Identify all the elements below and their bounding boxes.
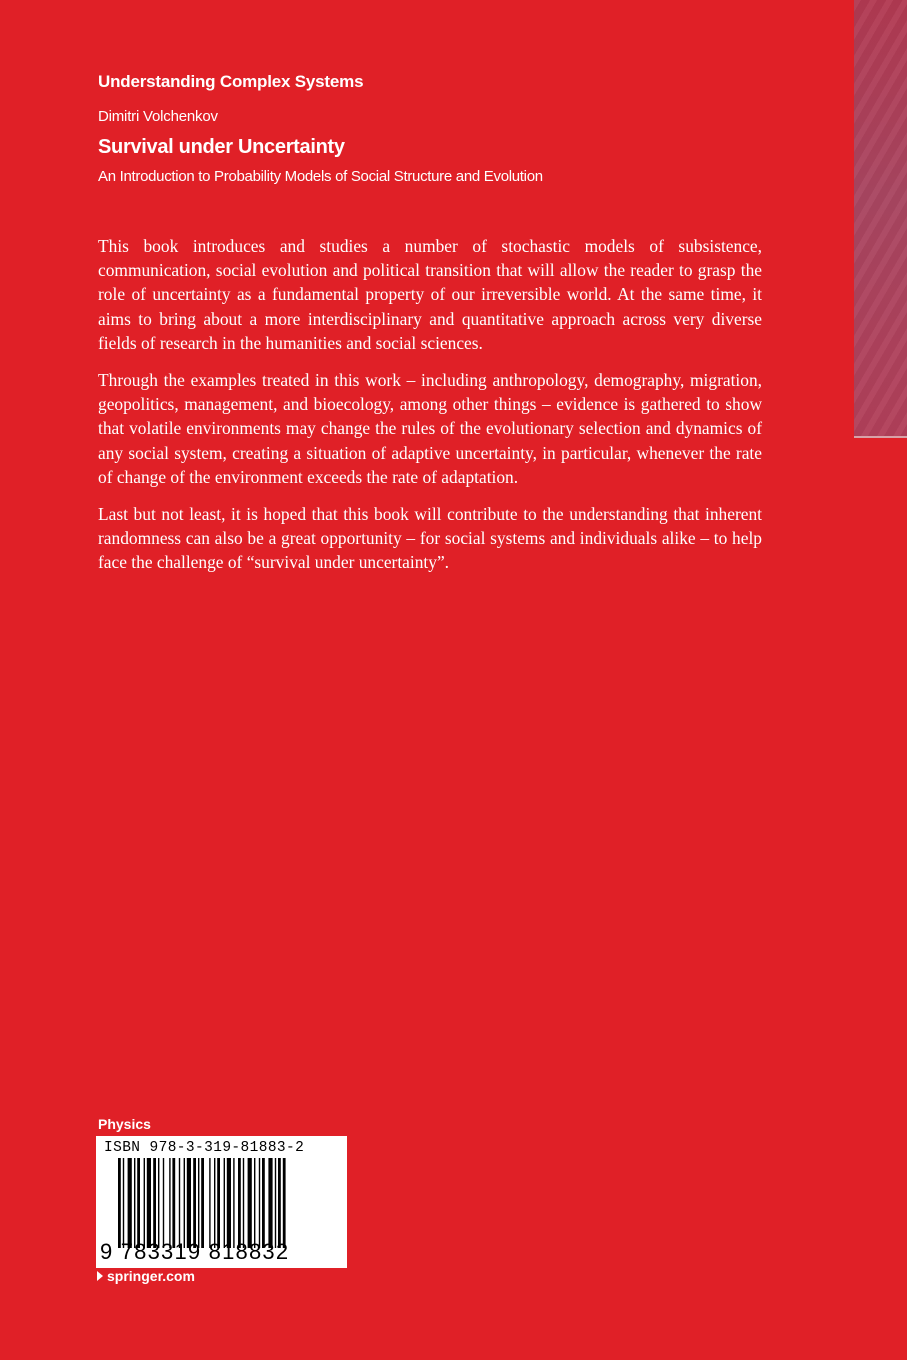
barcode-bars: [118, 1158, 336, 1248]
barcode-bar: [184, 1158, 185, 1248]
barcode-bar: [134, 1158, 135, 1248]
barcode-bar: [187, 1158, 191, 1248]
description-paragraph-3: Last but not least, it is hoped that this book will contribute to the understanding that inherent randomness can also be a great opportunity – for social systems and individuals alike – to help face the challenge of “survival under uncertainty”.: [98, 504, 762, 573]
barcode-bar: [201, 1158, 204, 1248]
barcode-bar: [158, 1158, 159, 1248]
book-subtitle: An Introduction to Probability Models of Social Structure and Evolution: [98, 168, 543, 185]
barcode-bar: [163, 1158, 164, 1248]
barcode-bar: [118, 1158, 121, 1248]
barcode-bar: [254, 1158, 255, 1248]
description-paragraph-2: Through the examples treated in this work – including anthropology, demography, migration, geopolitics, management, and bioecology, among other things – evidence is gathered to show that volatile environments may change the rules of the evolutionary selection and dynamics of any social system, creating a situation of adaptive uncertainty, in particular, whenever the rate of change of the environment exceeds the rate of adaptation.: [98, 370, 762, 487]
description-text: [98, 234, 762, 588]
barcode-bar: [179, 1158, 180, 1248]
isbn-barcode: [96, 1136, 347, 1268]
book-title: Survival under Uncertainty: [98, 136, 345, 158]
barcode-bar: [144, 1158, 145, 1248]
barcode-bar: [233, 1158, 234, 1248]
barcode-bar: [123, 1158, 124, 1248]
barcode-bar: [227, 1158, 231, 1248]
barcode-bar: [153, 1158, 156, 1248]
author-name: Dimitri Volchenkov: [98, 108, 218, 125]
barcode-bar: [283, 1158, 286, 1248]
barcode-bar: [259, 1158, 260, 1248]
barcode-bar: [275, 1158, 276, 1248]
barcode-bar: [262, 1158, 265, 1248]
publisher-link-text[interactable]: springer.com: [107, 1268, 195, 1284]
barcode-bar: [243, 1158, 244, 1248]
barcode-bar: [137, 1158, 140, 1248]
barcode-bar: [268, 1158, 272, 1248]
description-paragraph-1: This book introduces and studies a number of stochastic models of subsistence, communication, social evolution and political transition that will allow the reader to grasp the role of uncertainty as a fundamental property of our irreversible world. At the same time, it aims to bring about a more interdisciplinary and quantitative approach across very diverse fields of research in the humanities and social sciences.: [98, 236, 762, 353]
barcode-bar: [217, 1158, 220, 1248]
barcode-bar: [238, 1158, 241, 1248]
barcode-bar: [224, 1158, 225, 1248]
barcode-bar: [193, 1158, 196, 1248]
barcode-bar: [214, 1158, 215, 1248]
barcode-bar: [278, 1158, 281, 1248]
series-title: Understanding Complex Systems: [98, 72, 364, 91]
isbn-label: ISBN 978-3-319-81883-2: [104, 1140, 305, 1156]
subject-category: Physics: [98, 1116, 151, 1132]
barcode-bar: [128, 1158, 132, 1248]
spine-image-strip: [854, 0, 907, 438]
publisher-link[interactable]: [97, 1268, 195, 1284]
barcode-bar: [172, 1158, 175, 1248]
barcode-digits: 9 783319 818832: [100, 1239, 290, 1264]
barcode-bar: [248, 1158, 252, 1248]
barcode-bar: [209, 1158, 210, 1248]
arrow-right-icon: [97, 1271, 103, 1281]
barcode-bar: [169, 1158, 170, 1248]
barcode-bar: [198, 1158, 199, 1248]
barcode-bar: [147, 1158, 151, 1248]
